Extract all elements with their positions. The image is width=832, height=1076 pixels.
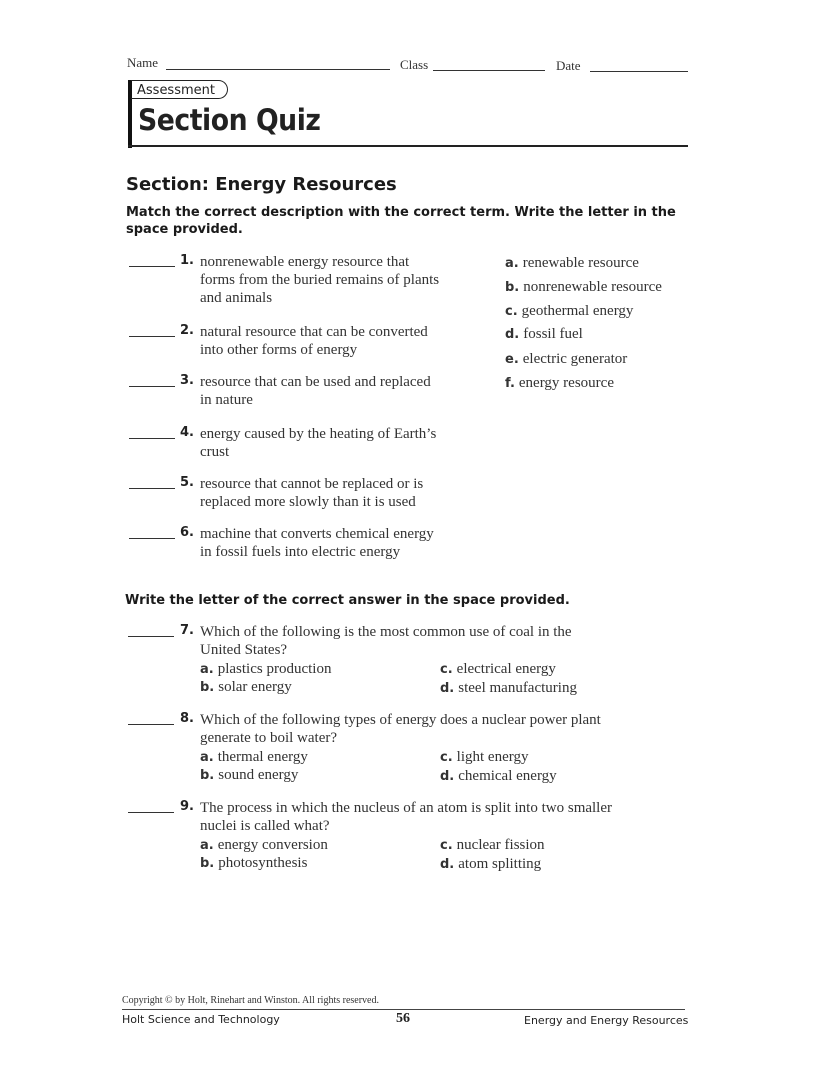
question-text-line: generate to boil water? xyxy=(200,730,338,746)
term-item xyxy=(505,303,633,320)
term-text: electric generator xyxy=(522,351,628,367)
answer-option[interactable] xyxy=(200,837,328,854)
question-text-line: nuclei is called what? xyxy=(200,818,330,834)
question-text-line: in nature xyxy=(200,392,253,408)
answer-option[interactable] xyxy=(440,680,577,697)
question-text-line: replaced more slowly than it is used xyxy=(200,494,416,510)
option-letter: b. xyxy=(200,856,215,871)
question-text-line: United States? xyxy=(200,642,288,658)
term-item xyxy=(505,375,614,392)
answer-option[interactable] xyxy=(200,661,331,678)
option-letter: d. xyxy=(440,857,455,872)
term-letter: b. xyxy=(505,280,520,295)
question-number: 9. xyxy=(180,799,194,814)
option-letter: d. xyxy=(440,769,455,784)
term-text: nonrenewable resource xyxy=(523,279,662,295)
question-text-line: in fossil fuels into electric energy xyxy=(200,544,401,560)
option-letter: c. xyxy=(440,750,453,765)
option-text: solar energy xyxy=(218,679,292,695)
option-letter: a. xyxy=(200,750,214,765)
option-text: energy conversion xyxy=(217,837,328,853)
question-text-line: forms from the buried remains of plants xyxy=(200,272,440,288)
answer-blank[interactable] xyxy=(129,438,175,439)
answer-blank[interactable] xyxy=(129,266,175,267)
part1-instructions: Match the correct description with the correct term. Write the letter in the space provided. xyxy=(126,205,676,237)
footer-divider xyxy=(122,1009,685,1010)
question-number: 6. xyxy=(180,525,194,540)
option-letter: a. xyxy=(200,662,214,677)
term-item xyxy=(505,255,639,272)
answer-blank[interactable] xyxy=(128,724,174,725)
question-number: 1. xyxy=(180,253,194,268)
term-text: renewable resource xyxy=(522,255,639,271)
name-field[interactable] xyxy=(166,69,390,70)
question-number: 5. xyxy=(180,475,194,490)
answer-blank[interactable] xyxy=(129,538,175,539)
option-letter: c. xyxy=(440,838,453,853)
option-letter: d. xyxy=(440,681,455,696)
name-label: Name xyxy=(127,55,159,70)
option-text: nuclear fission xyxy=(456,837,545,853)
question-text-line: machine that converts chemical energy xyxy=(200,526,434,542)
option-text: photosynthesis xyxy=(218,855,308,871)
question-text-line: Which of the following is the most common use of coal in the xyxy=(200,624,572,640)
term-text: fossil fuel xyxy=(523,326,583,342)
copyright: Copyright © by Holt, Rinehart and Winston. All rights reserved. xyxy=(122,995,379,1006)
answer-blank[interactable] xyxy=(128,812,174,813)
question-number: 4. xyxy=(180,425,194,440)
term-letter: e. xyxy=(505,352,519,367)
date-field[interactable] xyxy=(590,71,688,72)
question-text-line: energy caused by the heating of Earth’s xyxy=(200,426,437,442)
question-number: 8. xyxy=(180,711,194,726)
question-text-line: nonrenewable energy resource that xyxy=(200,254,410,270)
section-title: Section: Energy Resources xyxy=(126,174,397,195)
answer-option[interactable] xyxy=(440,749,528,766)
term-item xyxy=(505,326,583,343)
answer-option[interactable] xyxy=(200,855,307,872)
option-text: plastics production xyxy=(217,661,332,677)
option-text: chemical energy xyxy=(458,768,557,784)
option-text: atom splitting xyxy=(458,856,542,872)
term-item xyxy=(505,279,662,296)
term-letter: c. xyxy=(505,304,518,319)
term-letter: a. xyxy=(505,256,519,271)
term-text: geothermal energy xyxy=(521,303,634,319)
answer-option[interactable] xyxy=(200,679,292,696)
option-letter: c. xyxy=(440,662,453,677)
answer-option[interactable] xyxy=(440,856,541,873)
option-text: light energy xyxy=(456,749,529,765)
question-text-line: Which of the following types of energy does a nuclear power plant xyxy=(200,712,601,728)
question-text-line: and animals xyxy=(200,290,273,306)
question-text-line: resource that can be used and replaced xyxy=(200,374,431,390)
question-number: 3. xyxy=(180,373,194,388)
option-text: electrical energy xyxy=(456,661,556,677)
option-text: thermal energy xyxy=(217,749,308,765)
question-text-line: natural resource that can be converted xyxy=(200,324,428,340)
answer-blank[interactable] xyxy=(129,336,175,337)
answer-option[interactable] xyxy=(200,767,298,784)
term-item xyxy=(505,351,627,368)
question-number: 7. xyxy=(180,623,194,638)
footer-chapter-title: Energy and Energy Resources xyxy=(524,1014,689,1027)
term-letter: f. xyxy=(505,376,515,391)
answer-option[interactable] xyxy=(440,768,557,785)
title-divider xyxy=(128,145,688,147)
answer-blank[interactable] xyxy=(129,386,175,387)
option-text: sound energy xyxy=(218,767,299,783)
answer-blank[interactable] xyxy=(129,488,175,489)
question-text-line: into other forms of energy xyxy=(200,342,358,358)
term-text: energy resource xyxy=(518,375,614,391)
date-label: Date xyxy=(556,58,581,73)
term-letter: d. xyxy=(505,327,520,342)
class-field[interactable] xyxy=(433,70,545,71)
option-letter: a. xyxy=(200,838,214,853)
page-title: Section Quiz xyxy=(138,103,321,137)
answer-option[interactable] xyxy=(440,837,545,854)
part2-instructions: Write the letter of the correct answer in the space provided. xyxy=(125,593,570,608)
option-text: steel manufacturing xyxy=(458,680,577,696)
class-label: Class xyxy=(400,57,429,72)
question-text-line: The process in which the nucleus of an atom is split into two smaller xyxy=(200,800,613,816)
footer-book-title: Holt Science and Technology xyxy=(122,1013,280,1026)
answer-option[interactable] xyxy=(200,749,308,766)
option-letter: b. xyxy=(200,768,215,783)
assessment-tag: Assessment xyxy=(131,80,228,99)
question-text-line: crust xyxy=(200,444,230,460)
page-number: 56 xyxy=(396,1011,410,1026)
answer-option[interactable] xyxy=(440,661,556,678)
option-letter: b. xyxy=(200,680,215,695)
answer-blank[interactable] xyxy=(128,636,174,637)
question-number: 2. xyxy=(180,323,194,338)
question-text-line: resource that cannot be replaced or is xyxy=(200,476,424,492)
